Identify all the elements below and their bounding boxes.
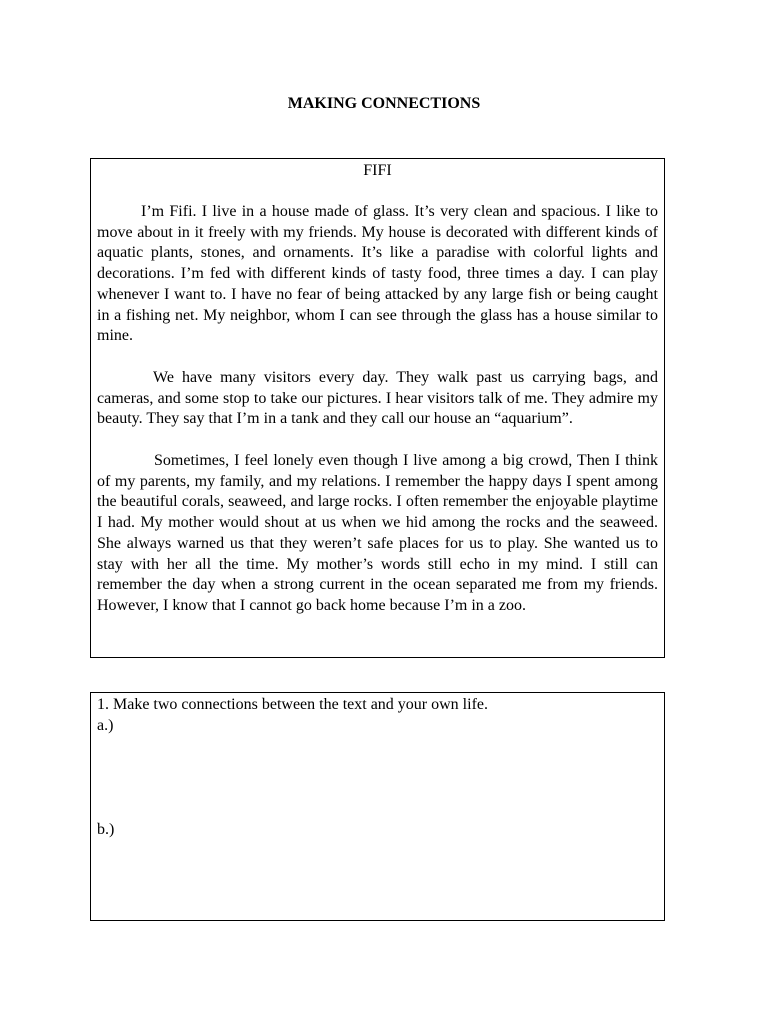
answer-b-label: b.) [97, 821, 115, 838]
question-box [90, 692, 665, 921]
story-paragraph-2: We have many visitors every day. They walk past us carrying bags, and cameras, and some stop to take our pictures. I hear visitors talk of me. They admire my beauty. They say that I’m in a tank and they call our house an “aquarium”. [97, 368, 658, 428]
question-prompt: 1. Make two connections between the text and your own life. [97, 696, 488, 713]
answer-a-space[interactable] [97, 736, 658, 819]
answer-a-label: a.) [97, 717, 114, 734]
answer-b-space[interactable] [97, 840, 658, 900]
story-paragraph-3: Sometimes, I feel lonely even though I live among a big crowd, Then I think of my parents, my family, and my relations. I remember the happy days I spent among the beautiful corals, seaweed, and large rocks. I often remember the enjoyable playtime I had. My mother would shout at us when we hid among the rocks and the seaweed. She always warned us that they weren’t safe places for us to play. She wanted us to stay with her all the time. My mother’s words still echo in my mind. I still can remember the day when a strong current in the ocean separated me from my friends. However, I know that I cannot go back home because I’m in a zoo. [97, 452, 658, 614]
story-paragraph-1: I’m Fifi. I live in a house made of glass. It’s very clean and spacious. I like to move about in it freely with my friends. My house is decorated with different kinds of aquatic plants, stones, and ornaments. It’s like a paradise with colorful lights and decorations. I’m fed with different kinds of tasty food, three times a day. I can play whenever I want to. I have no fear of being attacked by any large fish or being caught in a fishing net. My neighbor, whom I can see through the glass has a house similar to mine. [97, 203, 658, 345]
page-title: MAKING CONNECTIONS [287, 95, 481, 112]
story-box [90, 158, 665, 658]
story-title: FIFI [363, 162, 392, 179]
